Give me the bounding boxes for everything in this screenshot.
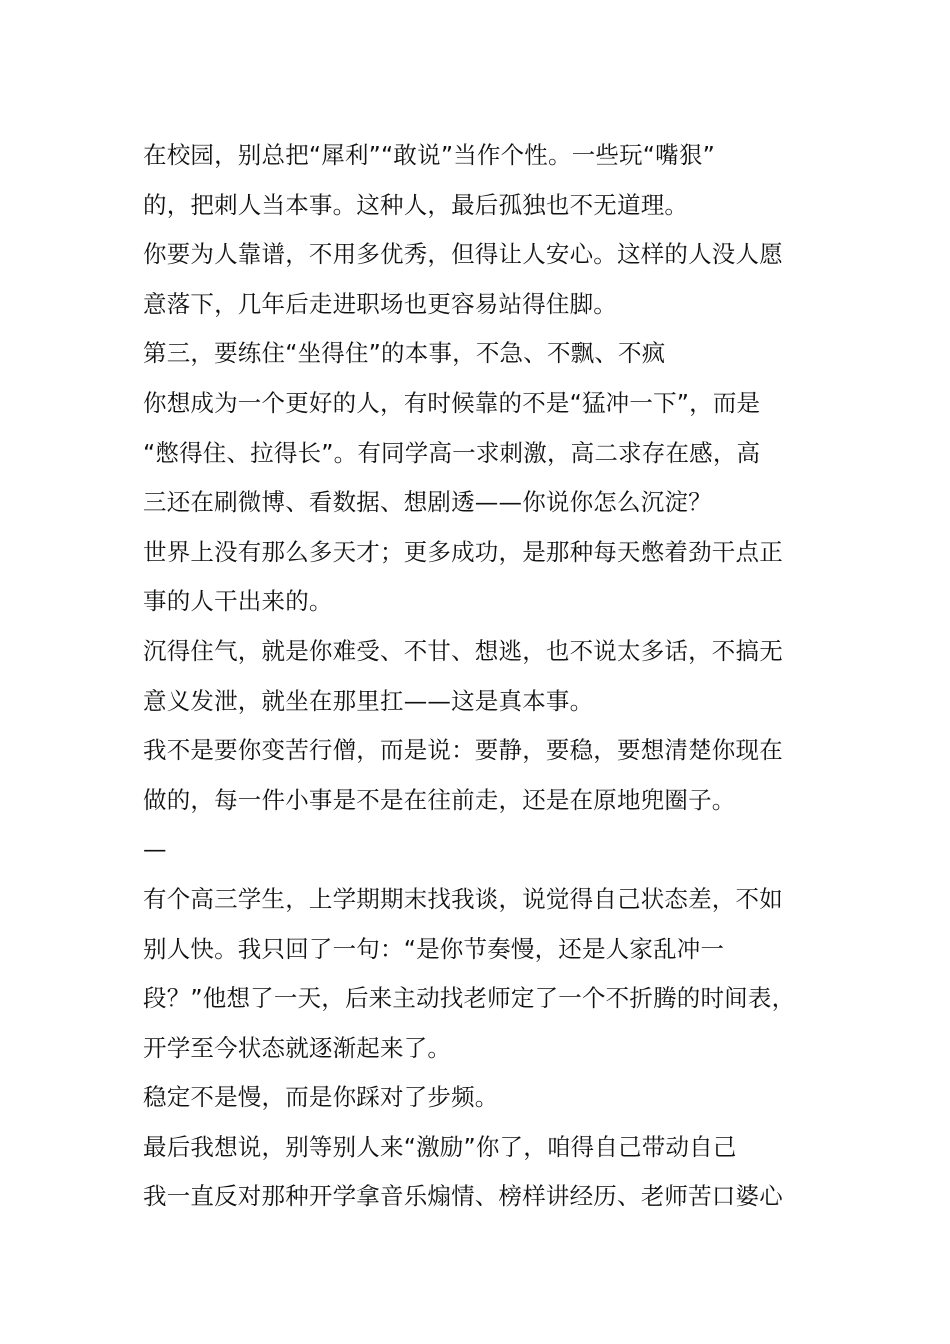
text-line: 别人快。我只回了一句：“是你节奏慢，还是人家乱冲一 <box>143 934 725 963</box>
section-heading: 最后我想说，别等别人来“激励”你了，咱得自己带动自己 <box>143 1132 737 1161</box>
text-line: 有个高三学生，上学期期末找我谈，说觉得自己状态差，不如 <box>143 884 783 913</box>
separator-dash: — <box>143 835 167 864</box>
text-line: 你要为人靠谱，不用多优秀，但得让人安心。这样的人没人愿 <box>143 240 783 269</box>
text-line: 事的人干出来的。 <box>143 587 333 616</box>
text-line: 世界上没有那么多天才；更多成功，是那种每天憋着劲干点正 <box>143 537 783 566</box>
body-text <box>143 131 843 1222</box>
text-line: 你想成为一个更好的人，有时候靠的不是“猛冲一下”，而是 <box>143 388 761 417</box>
text-line: 做的，每一件小事是不是在往前走，还是在原地兜圈子。 <box>143 785 736 814</box>
text-line: 意落下，几年后走进职场也更容易站得住脚。 <box>143 289 617 318</box>
text-line: “憋得住、拉得长”。有同学高一求刺激，高二求存在感，高 <box>143 438 761 467</box>
text-line: 段？”他想了一天，后来主动找老师定了一个不折腾的时间表， <box>143 984 796 1013</box>
text-line: 稳定不是慢，而是你踩对了步频。 <box>143 1083 499 1112</box>
text-line: 我一直反对那种开学拿音乐煽情、榜样讲经历、老师苦口婆心 <box>143 1182 783 1211</box>
text-line: 沉得住气，就是你难受、不甘、想逃，也不说太多话，不搞无 <box>143 636 783 665</box>
text-line: 开学至今状态就逐渐起来了。 <box>143 1033 452 1062</box>
text-line: 的，把刺人当本事。这种人，最后孤独也不无道理。 <box>143 190 689 219</box>
text-line: 在校园，别总把“犀利”“敢说”当作个性。一些玩“嘴狠” <box>143 141 715 169</box>
text-line: 三还在刷微博、看数据、想剧透——你说你怎么沉淀？ <box>143 488 712 517</box>
text-line: 我不是要你变苦行僧，而是说：要静，要稳，要想清楚你现在 <box>143 736 783 765</box>
section-heading: 第三，要练住“坐得住”的本事，不急、不飘、不疯 <box>143 339 666 368</box>
text-line: 意义发泄，就坐在那里扛——这是真本事。 <box>143 686 594 715</box>
